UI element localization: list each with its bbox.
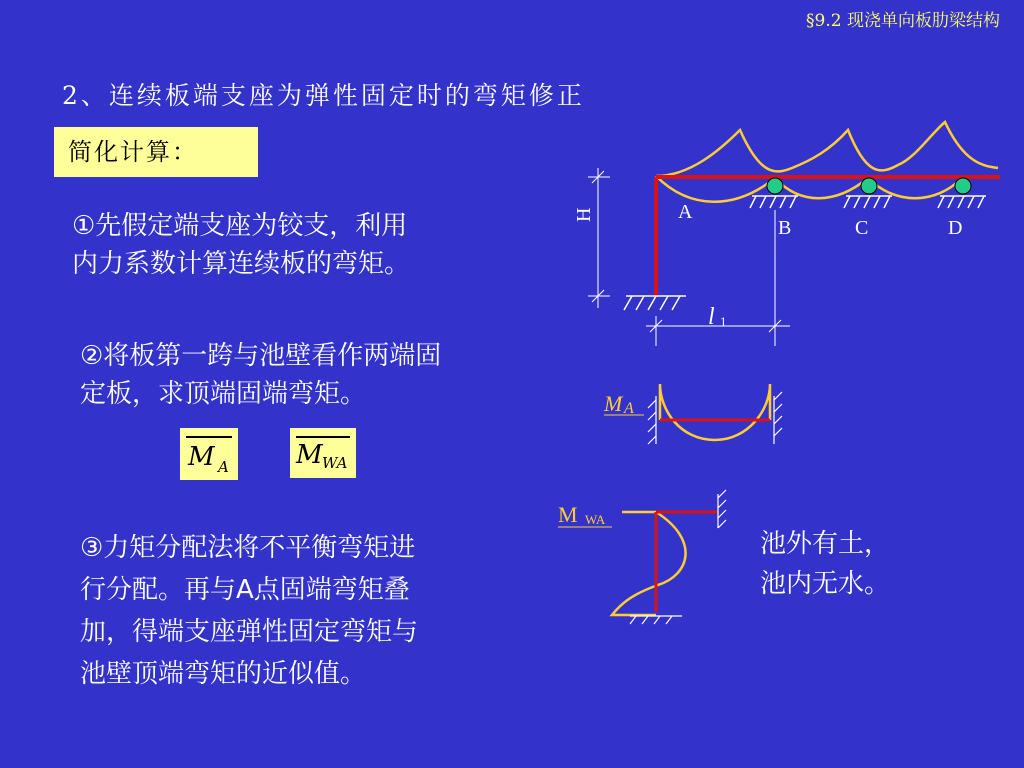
formula-mwa-symbol: M <box>296 440 323 470</box>
label-c: C <box>855 217 869 239</box>
ma-label-sub: A <box>624 400 634 417</box>
formula-ma-sub: A <box>218 458 229 476</box>
continuous-slab-frame <box>573 122 1000 346</box>
mwa-wall-diagram <box>558 490 726 624</box>
label-l: l <box>708 304 715 330</box>
label-l-sub: 1 <box>720 314 727 329</box>
moment-curve-top <box>656 122 998 176</box>
ma-label-symbol: M <box>604 391 623 416</box>
support-c-icon <box>861 178 877 194</box>
side-note-line2: 池内无水。 <box>760 569 891 599</box>
formula-ma-symbol: M <box>188 442 215 472</box>
label-a: A <box>678 201 693 223</box>
step3-line3: 加，得端支座弹性固定弯矩与 <box>80 617 419 647</box>
dimension-lines <box>588 168 790 346</box>
label-b: B <box>778 217 792 239</box>
formula-mwa-sub: WA <box>322 454 348 472</box>
step2-line1: ②将板第一跨与池壁看作两端固 <box>80 341 442 371</box>
step2-line2: 定板，求顶端固端弯矩。 <box>80 379 367 409</box>
step3-line1: ③力矩分配法将不平衡弯矩进 <box>80 533 416 563</box>
mwa-label-sub: WA <box>585 512 606 527</box>
support-b-icon <box>767 178 783 194</box>
step1-line2: 内力系数计算连续板的弯矩。 <box>72 249 411 279</box>
slide-title: 2、连续板端支座为弹性固定时的弯矩修正 <box>62 81 585 110</box>
mwa-fixed-ends <box>630 490 726 624</box>
step3-line2: 行分配。再与A点固端弯矩叠 <box>80 575 410 605</box>
mwa-label-symbol: M <box>558 502 578 527</box>
moment-curve-bottom <box>656 176 962 202</box>
ma-fixed-ends <box>648 392 782 444</box>
label-h: H <box>573 207 595 222</box>
step3-line4: 池壁顶端弯矩的近似值。 <box>80 659 367 689</box>
step1-line1: ①先假定端支座为铰支，利用 <box>72 211 408 241</box>
simplified-calc-box: 简化计算： <box>54 127 258 177</box>
label-d: D <box>948 217 963 239</box>
ma-moment-curve <box>660 384 770 440</box>
mwa-moment-curve <box>612 512 686 615</box>
ma-beam-diagram <box>603 384 782 444</box>
section-header: §9.2 现浇单向板肋梁结构 <box>806 11 1000 31</box>
support-d-icon <box>955 178 971 194</box>
side-note-line1: 池外有土， <box>760 529 891 559</box>
